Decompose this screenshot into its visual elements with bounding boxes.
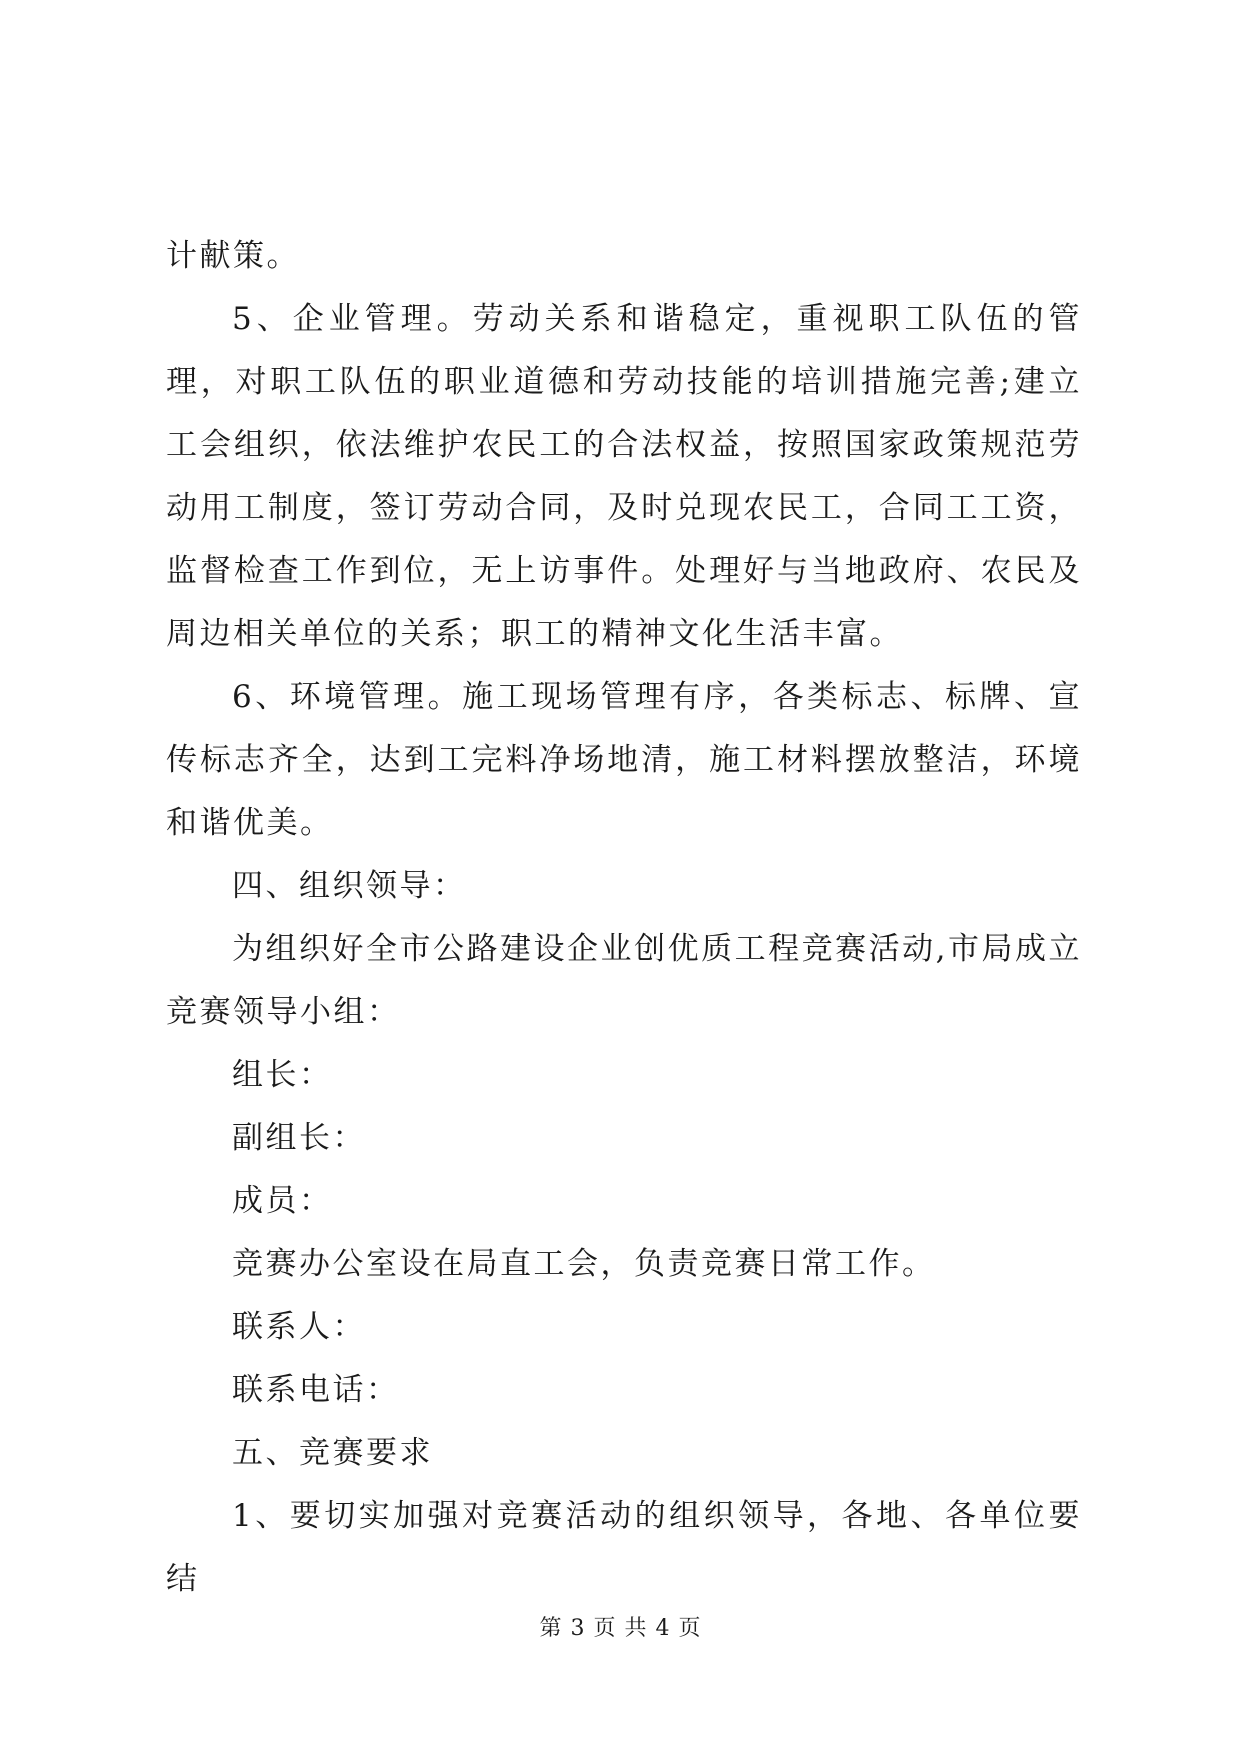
- paragraph-environment-management: 6、环境管理。施工现场管理有序，各类标志、标牌、宣传标志齐全，达到工完料净场地清，施工材料摆放整洁，环境和谐优美。: [166, 679, 1082, 841]
- paragraph-leadership-group: 为组织好全市公路建设企业创优质工程竞赛活动,市局成立竞赛领导小组：: [166, 931, 1082, 1030]
- field-group-leader: 组长：: [232, 1057, 333, 1093]
- section-heading-requirements: 五、竞赛要求: [232, 1435, 433, 1471]
- field-contact-person: 联系人：: [232, 1309, 366, 1345]
- paragraph-competition-office: 竞赛办公室设在局直工会，负责竞赛日常工作。: [232, 1246, 936, 1282]
- document-body: [166, 225, 1082, 1611]
- field-members: 成员：: [232, 1183, 333, 1219]
- section-heading-organization: 四、组织领导：: [232, 868, 467, 904]
- page-footer: [0, 1611, 1241, 1642]
- field-contact-phone: 联系电话：: [232, 1372, 400, 1408]
- paragraph-requirement-1: 1、要切实加强对竞赛活动的组织领导，各地、各单位要结: [166, 1498, 1082, 1597]
- field-deputy-leader: 副组长：: [232, 1120, 366, 1156]
- page-number-label: 第 3 页 共 4 页: [539, 1616, 702, 1641]
- paragraph-enterprise-management: 5、企业管理。劳动关系和谐稳定，重视职工队伍的管理，对职工队伍的职业道德和劳动技能的培训措施完善;建立工会组织，依法维护农民工的合法权益，按照国家政策规范劳动用工制度，签订劳动合同，及时兑现农民工，合同工工资，监督检查工作到位，无上访事件。处理好与当地政府、农民及周边相关单位的关系；职工的精神文化生活丰富。: [166, 301, 1082, 652]
- paragraph-continuation: 计献策。: [166, 238, 300, 274]
